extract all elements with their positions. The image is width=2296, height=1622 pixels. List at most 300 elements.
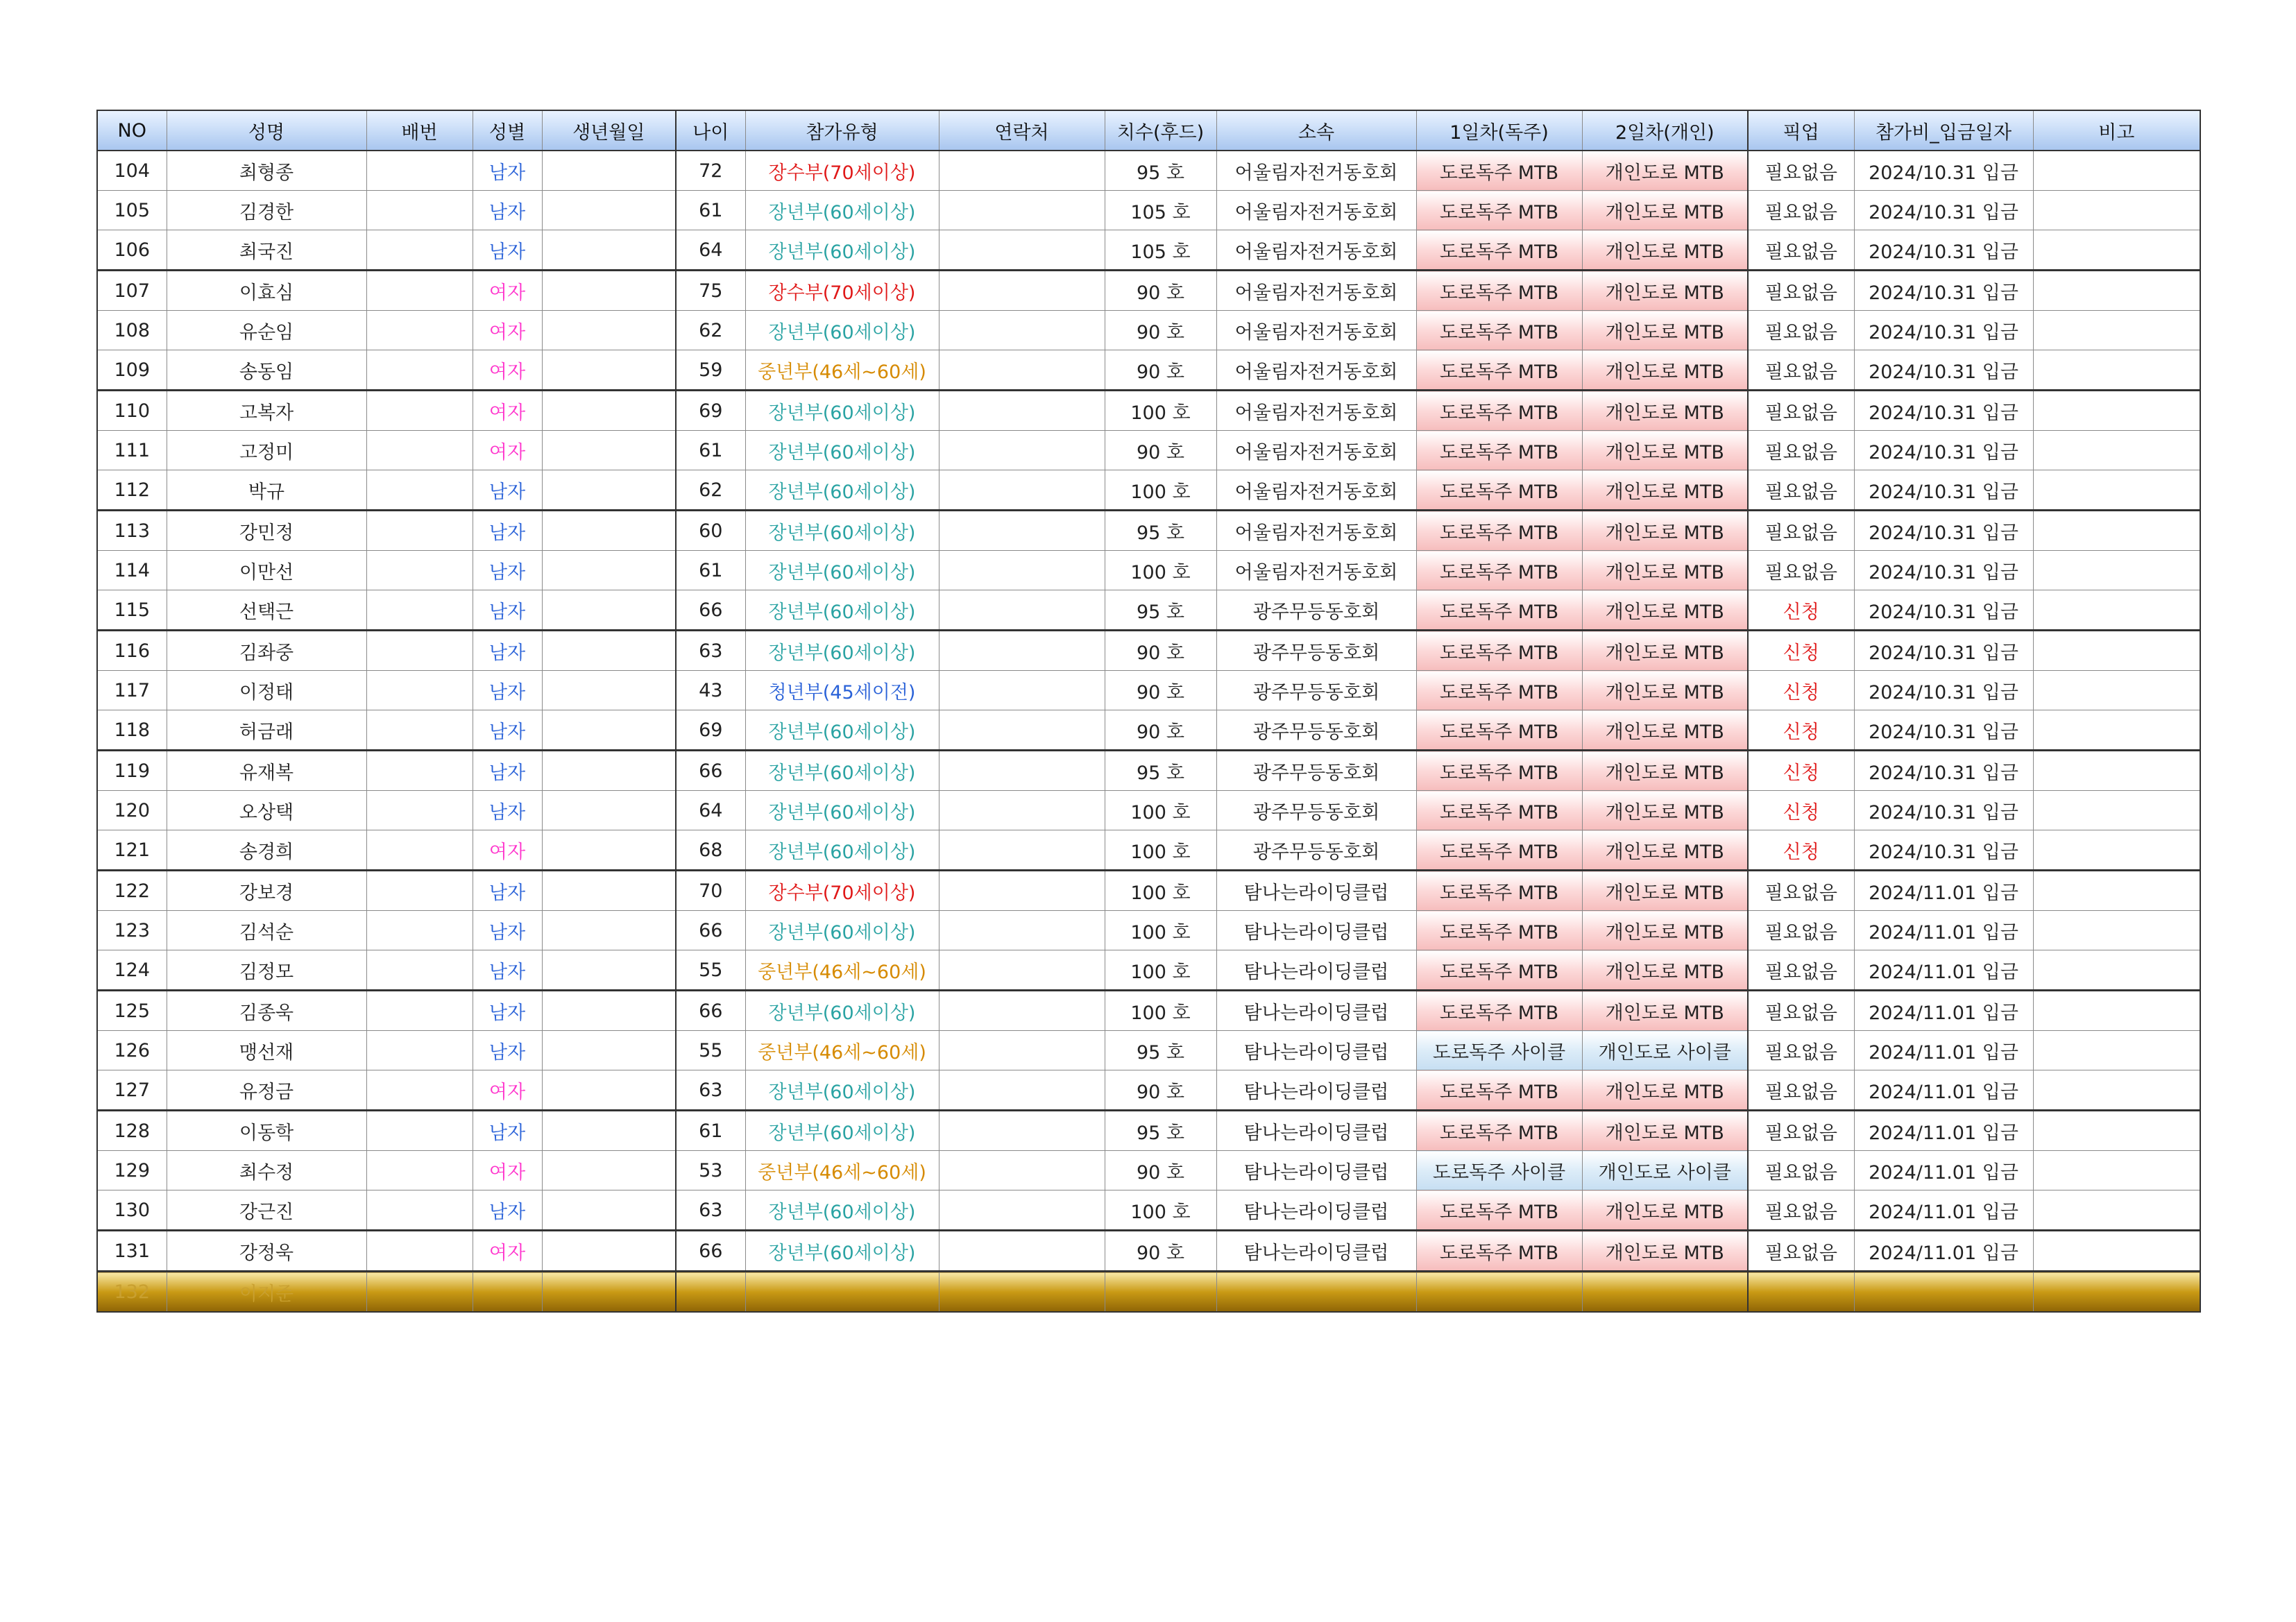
cell-bib <box>366 1190 473 1231</box>
cell-contact <box>939 590 1105 631</box>
cell-affiliation: 어울림자전거동호회 <box>1216 230 1416 271</box>
cell-type: 장년부(60세이상) <box>745 1231 939 1272</box>
cell-note <box>2033 1151 2200 1190</box>
size-unit: 호 <box>1166 601 1185 623</box>
cell-contact <box>939 871 1105 911</box>
cell-name: 유정금 <box>167 1070 366 1111</box>
cell-no: 131 <box>97 1231 167 1272</box>
cell-day2: 개인도로 MTB <box>1582 1231 1748 1272</box>
cell-affiliation: 어울림자전거동호회 <box>1216 350 1416 391</box>
cell-day2: 개인도로 MTB <box>1582 230 1748 271</box>
cell-empty <box>1216 1272 1416 1313</box>
table-row <box>97 311 2200 350</box>
cell-gender: 남자 <box>473 710 542 751</box>
cell-day2: 개인도로 MTB <box>1582 470 1748 511</box>
size-value: 105 <box>1130 241 1166 263</box>
cell-type: 장년부(60세이상) <box>745 631 939 671</box>
cell-day2: 개인도로 MTB <box>1582 511 1748 551</box>
cell-no: 132 <box>97 1272 167 1313</box>
cell-gender: 여자 <box>473 311 542 350</box>
cell-empty <box>1105 1272 1216 1313</box>
cell-age: 43 <box>676 671 745 710</box>
cell-type: 장년부(60세이상) <box>745 551 939 590</box>
size-unit: 호 <box>1172 882 1191 904</box>
cell-birth <box>542 551 676 590</box>
cell-birth <box>542 230 676 271</box>
cell-no: 124 <box>97 950 167 991</box>
cell-type: 장년부(60세이상) <box>745 791 939 830</box>
cell-age: 59 <box>676 350 745 391</box>
cell-note <box>2033 1111 2200 1151</box>
cell-contact <box>939 1111 1105 1151</box>
cell-affiliation: 탐나는라이딩클럽 <box>1216 1231 1416 1272</box>
cell-no: 117 <box>97 671 167 710</box>
cell-bib <box>366 830 473 871</box>
cell-size <box>1105 830 1216 871</box>
size-unit: 호 <box>1166 282 1185 304</box>
cell-payment: 2024/10.31 입금 <box>1854 590 2033 631</box>
cell-size <box>1105 1070 1216 1111</box>
cell-pickup: 필요없음 <box>1748 350 1854 391</box>
cell-size <box>1105 911 1216 950</box>
cell-day1: 도로독주 MTB <box>1416 830 1582 871</box>
cell-name: 강보경 <box>167 871 366 911</box>
cell-no: 127 <box>97 1070 167 1111</box>
cell-note <box>2033 871 2200 911</box>
cell-pickup: 필요없음 <box>1748 151 1854 191</box>
cell-type: 장년부(60세이상) <box>745 991 939 1031</box>
cell-type: 장수부(70세이상) <box>745 871 939 911</box>
cell-birth <box>542 1070 676 1111</box>
cell-contact <box>939 631 1105 671</box>
size-value: 95 <box>1136 1122 1161 1144</box>
cell-payment: 2024/10.31 입금 <box>1854 710 2033 751</box>
cell-no: 106 <box>97 230 167 271</box>
cell-payment: 2024/10.31 입금 <box>1854 151 2033 191</box>
cell-gender: 남자 <box>473 911 542 950</box>
table-row <box>97 911 2200 950</box>
cell-affiliation: 어울림자전거동호회 <box>1216 271 1416 311</box>
cell-affiliation: 탐나는라이딩클럽 <box>1216 991 1416 1031</box>
cell-bib <box>366 511 473 551</box>
cell-age: 53 <box>676 1151 745 1190</box>
cell-birth <box>542 991 676 1031</box>
size-unit: 호 <box>1166 1122 1185 1144</box>
cell-day2: 개인도로 MTB <box>1582 590 1748 631</box>
header-day1: 1일차(독주) <box>1416 110 1582 151</box>
cell-pickup: 필요없음 <box>1748 511 1854 551</box>
header-affiliation: 소속 <box>1216 110 1416 151</box>
size-value: 90 <box>1136 321 1161 343</box>
cell-contact <box>939 470 1105 511</box>
size-value: 95 <box>1136 601 1161 623</box>
cell-age: 60 <box>676 511 745 551</box>
cell-gender: 남자 <box>473 871 542 911</box>
cell-day2: 개인도로 MTB <box>1582 151 1748 191</box>
size-value: 90 <box>1136 282 1161 304</box>
cell-bib <box>366 991 473 1031</box>
cell-payment: 2024/11.01 입금 <box>1854 950 2033 991</box>
cell-name: 김좌중 <box>167 631 366 671</box>
cell-age: 66 <box>676 991 745 1031</box>
cell-contact <box>939 1031 1105 1070</box>
size-unit: 호 <box>1166 321 1185 343</box>
cell-no: 107 <box>97 271 167 311</box>
size-value: 100 <box>1130 801 1166 823</box>
size-unit: 호 <box>1166 361 1185 383</box>
cell-age: 69 <box>676 710 745 751</box>
cell-note <box>2033 151 2200 191</box>
cell-no: 113 <box>97 511 167 551</box>
cell-name: 허금래 <box>167 710 366 751</box>
cell-pickup: 필요없음 <box>1748 991 1854 1031</box>
cell-type: 장년부(60세이상) <box>745 470 939 511</box>
cell-day2: 개인도로 MTB <box>1582 311 1748 350</box>
cell-type: 중년부(46세~60세) <box>745 350 939 391</box>
cell-payment: 2024/11.01 입금 <box>1854 1151 2033 1190</box>
cell-day2: 개인도로 MTB <box>1582 431 1748 470</box>
cell-no: 122 <box>97 871 167 911</box>
cell-contact <box>939 791 1105 830</box>
cell-contact <box>939 230 1105 271</box>
cell-gender: 여자 <box>473 391 542 431</box>
cell-gender: 남자 <box>473 551 542 590</box>
table-row <box>97 710 2200 751</box>
cell-day2: 개인도로 MTB <box>1582 911 1748 950</box>
cell-no: 109 <box>97 350 167 391</box>
cell-no: 114 <box>97 551 167 590</box>
cell-bib <box>366 791 473 830</box>
cell-size <box>1105 431 1216 470</box>
cell-day1: 도로독주 MTB <box>1416 950 1582 991</box>
cell-empty <box>2033 1272 2200 1313</box>
cell-day1: 도로독주 MTB <box>1416 1190 1582 1231</box>
size-value: 95 <box>1136 162 1161 184</box>
cell-contact <box>939 911 1105 950</box>
size-value: 90 <box>1136 1161 1161 1184</box>
cell-birth <box>542 350 676 391</box>
cell-bib <box>366 1031 473 1070</box>
cell-age: 70 <box>676 871 745 911</box>
size-value: 100 <box>1130 921 1166 944</box>
cell-note <box>2033 271 2200 311</box>
cell-day1: 도로독주 MTB <box>1416 1231 1582 1272</box>
cell-no: 126 <box>97 1031 167 1070</box>
cell-contact <box>939 950 1105 991</box>
cell-affiliation: 어울림자전거동호회 <box>1216 311 1416 350</box>
cell-day1: 도로독주 MTB <box>1416 590 1582 631</box>
cell-gender: 남자 <box>473 950 542 991</box>
cell-gender: 여자 <box>473 431 542 470</box>
cell-note <box>2033 1070 2200 1111</box>
size-value: 105 <box>1130 201 1166 223</box>
cell-contact <box>939 1190 1105 1231</box>
cell-gender: 남자 <box>473 1111 542 1151</box>
size-unit: 호 <box>1166 762 1185 784</box>
cell-no: 105 <box>97 191 167 230</box>
cell-size <box>1105 671 1216 710</box>
cell-note <box>2033 470 2200 511</box>
cell-bib <box>366 191 473 230</box>
cell-pickup: 필요없음 <box>1748 431 1854 470</box>
cell-pickup: 신청 <box>1748 751 1854 791</box>
cell-note <box>2033 830 2200 871</box>
cell-gender: 여자 <box>473 1151 542 1190</box>
cell-note <box>2033 350 2200 391</box>
size-unit: 호 <box>1166 721 1185 743</box>
cell-name: 김석순 <box>167 911 366 950</box>
cell-payment: 2024/10.31 입금 <box>1854 431 2033 470</box>
cell-birth <box>542 631 676 671</box>
size-unit: 호 <box>1172 801 1191 823</box>
size-unit: 호 <box>1166 162 1185 184</box>
cell-day2: 개인도로 MTB <box>1582 751 1748 791</box>
cell-size <box>1105 230 1216 271</box>
cell-type: 장년부(60세이상) <box>745 191 939 230</box>
size-unit: 호 <box>1172 841 1191 863</box>
cell-type: 중년부(46세~60세) <box>745 950 939 991</box>
cell-pickup: 필요없음 <box>1748 191 1854 230</box>
cell-payment: 2024/10.31 입금 <box>1854 671 2033 710</box>
cell-note <box>2033 1190 2200 1231</box>
cell-name: 최국진 <box>167 230 366 271</box>
table-row <box>97 991 2200 1031</box>
cell-payment: 2024/10.31 입금 <box>1854 631 2033 671</box>
cell-day1: 도로독주 사이클 <box>1416 1031 1582 1070</box>
size-unit: 호 <box>1172 402 1191 424</box>
cell-affiliation: 광주무등동호회 <box>1216 751 1416 791</box>
cell-name: 이동학 <box>167 1111 366 1151</box>
cell-note <box>2033 511 2200 551</box>
cell-name: 고복자 <box>167 391 366 431</box>
cell-payment: 2024/11.01 입금 <box>1854 991 2033 1031</box>
cell-type: 중년부(46세~60세) <box>745 1031 939 1070</box>
cell-no: 119 <box>97 751 167 791</box>
cell-affiliation: 탐나는라이딩클럽 <box>1216 1151 1416 1190</box>
cell-day1: 도로독주 MTB <box>1416 511 1582 551</box>
cell-pickup: 필요없음 <box>1748 311 1854 350</box>
cell-day1: 도로독주 MTB <box>1416 991 1582 1031</box>
cell-age: 61 <box>676 1111 745 1151</box>
cell-day1: 도로독주 MTB <box>1416 191 1582 230</box>
cell-day2: 개인도로 MTB <box>1582 950 1748 991</box>
cell-no: 116 <box>97 631 167 671</box>
cell-gender: 남자 <box>473 1190 542 1231</box>
header-row <box>97 110 2200 151</box>
cell-type: 장년부(60세이상) <box>745 590 939 631</box>
header-payment: 참가비_입금일자 <box>1854 110 2033 151</box>
cell-name: 이만선 <box>167 551 366 590</box>
cell-note <box>2033 791 2200 830</box>
cell-gender: 남자 <box>473 751 542 791</box>
cell-day1: 도로독주 MTB <box>1416 311 1582 350</box>
cell-affiliation: 광주무등동호회 <box>1216 590 1416 631</box>
cell-age: 68 <box>676 830 745 871</box>
cell-name: 오상택 <box>167 791 366 830</box>
size-value: 100 <box>1130 1002 1166 1024</box>
cell-day1: 도로독주 MTB <box>1416 431 1582 470</box>
cell-age: 66 <box>676 911 745 950</box>
cell-size <box>1105 710 1216 751</box>
cell-gender: 남자 <box>473 470 542 511</box>
cell-age: 75 <box>676 271 745 311</box>
cell-note <box>2033 950 2200 991</box>
table-row <box>97 1151 2200 1190</box>
cell-size <box>1105 950 1216 991</box>
cell-day2: 개인도로 MTB <box>1582 191 1748 230</box>
cell-birth <box>542 1031 676 1070</box>
cell-bib <box>366 1231 473 1272</box>
cell-no: 128 <box>97 1111 167 1151</box>
cell-payment: 2024/10.31 입금 <box>1854 470 2033 511</box>
cell-contact <box>939 751 1105 791</box>
size-value: 100 <box>1130 481 1166 503</box>
cell-size <box>1105 1151 1216 1190</box>
size-unit: 호 <box>1172 241 1191 263</box>
cell-empty <box>1416 1272 1582 1313</box>
cell-pickup: 필요없음 <box>1748 1031 1854 1070</box>
header-bib: 배번 <box>366 110 473 151</box>
cell-payment: 2024/10.31 입금 <box>1854 511 2033 551</box>
cell-bib <box>366 470 473 511</box>
cell-bib <box>366 230 473 271</box>
cell-affiliation: 탐나는라이딩클럽 <box>1216 1190 1416 1231</box>
cell-day1: 도로독주 MTB <box>1416 710 1582 751</box>
cell-bib <box>366 911 473 950</box>
cell-name: 맹선재 <box>167 1031 366 1070</box>
cell-payment: 2024/11.01 입금 <box>1854 1070 2033 1111</box>
cell-contact <box>939 671 1105 710</box>
cell-name: 선택근 <box>167 590 366 631</box>
size-value: 100 <box>1130 561 1166 583</box>
header-type: 참가유형 <box>745 110 939 151</box>
size-unit: 호 <box>1172 921 1191 944</box>
cell-age: 63 <box>676 1070 745 1111</box>
size-unit: 호 <box>1166 1081 1185 1103</box>
cell-note <box>2033 230 2200 271</box>
cell-contact <box>939 551 1105 590</box>
cell-type: 청년부(45세이전) <box>745 671 939 710</box>
cell-size <box>1105 311 1216 350</box>
cell-age: 66 <box>676 751 745 791</box>
cell-type: 장년부(60세이상) <box>745 431 939 470</box>
cell-pickup: 필요없음 <box>1748 911 1854 950</box>
size-value: 100 <box>1130 841 1166 863</box>
table-row <box>97 830 2200 871</box>
cell-note <box>2033 311 2200 350</box>
size-unit: 호 <box>1166 1242 1185 1264</box>
cell-contact <box>939 830 1105 871</box>
cell-name: 강정욱 <box>167 1231 366 1272</box>
cell-type: 중년부(46세~60세) <box>745 1151 939 1190</box>
size-unit: 호 <box>1166 1041 1185 1064</box>
cell-size <box>1105 151 1216 191</box>
cell-note <box>2033 391 2200 431</box>
cell-bib <box>366 590 473 631</box>
cell-affiliation: 탐나는라이딩클럽 <box>1216 950 1416 991</box>
cell-pickup: 필요없음 <box>1748 871 1854 911</box>
cell-age: 61 <box>676 191 745 230</box>
cell-gender: 남자 <box>473 671 542 710</box>
cell-bib <box>366 751 473 791</box>
cell-empty <box>366 1272 473 1313</box>
cell-gender: 남자 <box>473 1031 542 1070</box>
cell-name: 이지준 <box>167 1272 366 1313</box>
cell-type: 장년부(60세이상) <box>745 511 939 551</box>
cell-empty <box>676 1272 745 1313</box>
table-row <box>97 590 2200 631</box>
header-no: NO <box>97 110 167 151</box>
size-value: 100 <box>1130 961 1166 983</box>
cell-contact <box>939 431 1105 470</box>
cell-age: 55 <box>676 950 745 991</box>
cell-pickup: 신청 <box>1748 710 1854 751</box>
table-row-highlighted <box>97 1272 2200 1313</box>
cell-age: 69 <box>676 391 745 431</box>
cell-pickup: 필요없음 <box>1748 1151 1854 1190</box>
cell-gender: 여자 <box>473 830 542 871</box>
participant-table <box>96 110 2201 1313</box>
cell-payment: 2024/11.01 입금 <box>1854 1031 2033 1070</box>
cell-size <box>1105 391 1216 431</box>
cell-size <box>1105 1190 1216 1231</box>
header-name: 성명 <box>167 110 366 151</box>
cell-type: 장년부(60세이상) <box>745 751 939 791</box>
cell-age: 64 <box>676 791 745 830</box>
cell-name: 최수정 <box>167 1151 366 1190</box>
cell-contact <box>939 391 1105 431</box>
cell-bib <box>366 1151 473 1190</box>
cell-gender: 남자 <box>473 791 542 830</box>
size-value: 90 <box>1136 681 1161 703</box>
cell-day2: 개인도로 MTB <box>1582 1190 1748 1231</box>
cell-affiliation: 광주무등동호회 <box>1216 830 1416 871</box>
cell-size <box>1105 350 1216 391</box>
cell-affiliation: 어울림자전거동호회 <box>1216 151 1416 191</box>
cell-no: 111 <box>97 431 167 470</box>
cell-pickup: 필요없음 <box>1748 1111 1854 1151</box>
cell-pickup: 필요없음 <box>1748 950 1854 991</box>
size-unit: 호 <box>1166 441 1185 463</box>
header-contact: 연락처 <box>939 110 1105 151</box>
cell-affiliation: 어울림자전거동호회 <box>1216 470 1416 511</box>
cell-day2: 개인도로 MTB <box>1582 551 1748 590</box>
cell-bib <box>366 1070 473 1111</box>
size-unit: 호 <box>1172 481 1191 503</box>
cell-day2: 개인도로 MTB <box>1582 1070 1748 1111</box>
cell-bib <box>366 311 473 350</box>
cell-name: 김정모 <box>167 950 366 991</box>
cell-affiliation: 광주무등동호회 <box>1216 631 1416 671</box>
cell-contact <box>939 311 1105 350</box>
cell-day1: 도로독주 MTB <box>1416 391 1582 431</box>
cell-birth <box>542 791 676 830</box>
cell-day1: 도로독주 MTB <box>1416 151 1582 191</box>
cell-size <box>1105 511 1216 551</box>
cell-note <box>2033 431 2200 470</box>
cell-pickup: 필요없음 <box>1748 391 1854 431</box>
cell-bib <box>366 631 473 671</box>
cell-name: 송동임 <box>167 350 366 391</box>
cell-contact <box>939 1151 1105 1190</box>
cell-birth <box>542 151 676 191</box>
cell-size <box>1105 590 1216 631</box>
cell-type: 장수부(70세이상) <box>745 271 939 311</box>
cell-payment: 2024/10.31 입금 <box>1854 551 2033 590</box>
cell-age: 62 <box>676 311 745 350</box>
cell-affiliation: 탐나는라이딩클럽 <box>1216 1111 1416 1151</box>
cell-gender: 남자 <box>473 151 542 191</box>
